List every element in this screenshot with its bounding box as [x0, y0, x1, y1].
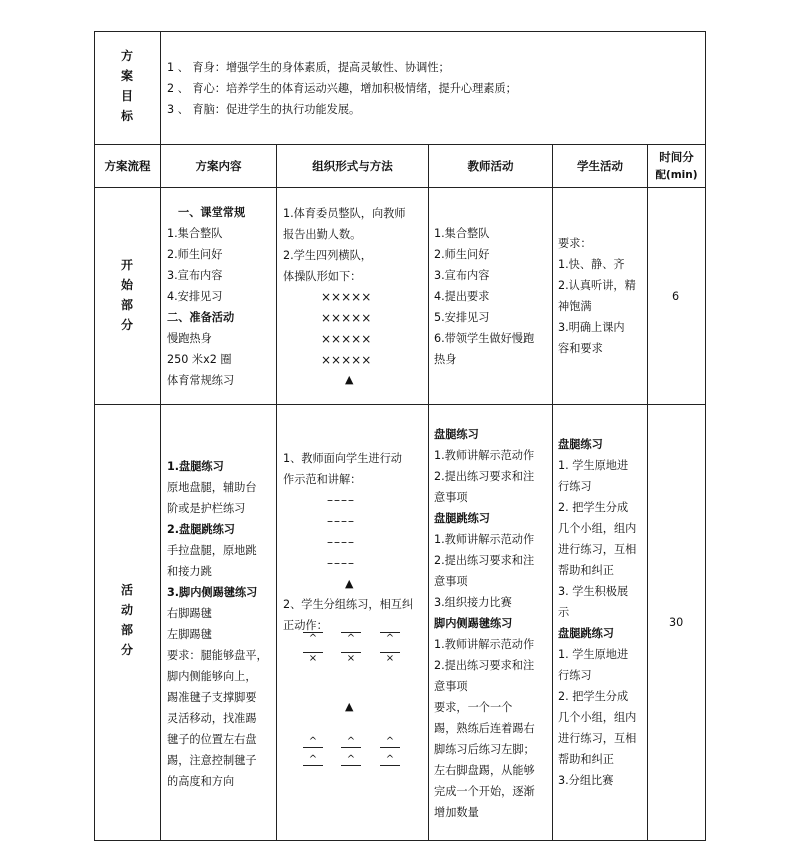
start-content-line: 1.集合整队: [167, 227, 223, 240]
col-divider-1: [160, 31, 161, 841]
start-org-line: 报告出勤人数。: [283, 228, 362, 241]
goal-line-3: 3 、 育脑：促进学生的执行功能发展。: [167, 103, 361, 116]
header-time-line: 时间分: [659, 150, 694, 164]
start-time: 6: [672, 290, 680, 303]
activity-teacher-line: 1.教师讲解示范动作: [434, 533, 535, 546]
activity-teacher-line: 盘腿跳练习: [434, 512, 490, 525]
activity-teacher-line: 增加数量: [434, 806, 479, 819]
start-student-line: 容和要求: [558, 342, 603, 355]
col-divider-2: [276, 144, 277, 841]
row-divider-start: [94, 404, 706, 405]
start-teacher-line: 6.带领学生做好慢跑: [434, 332, 535, 345]
goals-label-char: 目: [120, 89, 133, 103]
start-content-line: 3.宣布内容: [167, 269, 223, 282]
group-x: ×: [346, 653, 356, 664]
activity-student-line: 盘腿跳练习: [558, 627, 614, 640]
group-mark: ^: [308, 736, 318, 747]
start-student-line: 神饱满: [558, 300, 592, 313]
activity-org-line: 2、学生分组练习，相互纠: [283, 598, 414, 611]
group-formation: [339, 632, 363, 664]
group-x: ×: [308, 653, 318, 664]
col-divider-3: [428, 144, 429, 841]
start-label-char: 始: [120, 278, 133, 292]
header-student: 学生活动: [577, 159, 623, 173]
start-content-line: 一、课堂常规: [178, 206, 246, 219]
activity-teacher-line: 意事项: [434, 491, 468, 504]
activity-content-line: 要求：腿能够盘平，: [167, 649, 268, 662]
start-content-line: 250 米x2 圈: [167, 353, 232, 366]
activity-content-line: 3.脚内侧踢毽练习: [167, 586, 258, 599]
start-student-line: 3.明确上课内: [558, 321, 625, 334]
start-teacher-line: 2.师生问好: [434, 248, 490, 261]
activity-org-line: 正动作：: [283, 619, 328, 632]
group-formation: [378, 632, 402, 664]
start-content-line: 2.师生问好: [167, 248, 223, 261]
activity-student-line: 1. 学生原地进: [558, 648, 629, 661]
group-mark: ^: [308, 754, 318, 765]
activity-student-line: 1. 学生原地进: [558, 459, 629, 472]
col-divider-5: [647, 144, 648, 841]
activity-content-line: 踢，注意控制毽子: [167, 754, 257, 767]
teacher-position-icon: ▲: [345, 577, 354, 590]
activity-content-line: 2.盘腿跳练习: [167, 523, 235, 536]
activity-teacher-line: 脚练习后练习左脚；: [434, 743, 535, 756]
demo-row: ––––: [327, 535, 355, 549]
activity-label-char: 部: [120, 623, 133, 637]
header-flow: 方案流程: [104, 159, 151, 173]
header-teacher: 教师活动: [467, 159, 514, 173]
activity-content-line: 的高度和方向: [167, 775, 235, 788]
activity-student-line: 3. 学生积极展: [558, 585, 629, 598]
activity-label: [117, 580, 137, 660]
activity-content-line: 阶或是护栏练习: [167, 502, 246, 515]
group-formation: [378, 736, 402, 766]
activity-student-line: 行练习: [558, 669, 592, 682]
table-top-border: [94, 31, 706, 32]
start-label-char: 开: [120, 258, 133, 272]
header-time: [648, 148, 705, 184]
group-mark: ^: [385, 736, 395, 747]
row-divider-header: [94, 187, 706, 188]
group-mark: ^: [346, 754, 356, 765]
start-content-line: 二、准备活动: [167, 311, 235, 324]
group-formation: [339, 736, 363, 766]
start-student-line: 要求：: [558, 237, 592, 250]
activity-student-line: 帮助和纠正: [558, 564, 614, 577]
group-mark: ^: [308, 633, 318, 644]
activity-student-line: 几个小组，组内: [558, 522, 637, 535]
activity-student-line: 进行练习，互相: [558, 543, 637, 556]
start-org-line: 体操队形如下：: [283, 270, 362, 283]
start-student-line: 1.快、静、齐: [558, 258, 625, 271]
start-teacher-line: 1.集合整队: [434, 227, 490, 240]
start-student-line: 2.认真听讲，精: [558, 279, 636, 292]
formation-row: ×××××: [321, 290, 372, 304]
col-divider-4: [552, 144, 553, 841]
activity-label-char: 动: [120, 603, 133, 617]
activity-teacher-line: 脚内侧踢毽练习: [434, 617, 513, 630]
group-formation: [301, 736, 325, 766]
demo-row: ––––: [327, 556, 355, 570]
activity-content-line: 原地盘腿，辅助台: [167, 481, 257, 494]
start-teacher-line: 4.提出要求: [434, 290, 490, 303]
activity-content-line: 和接力跳: [167, 565, 212, 578]
activity-teacher-line: 踢，熟练后连着踢右: [434, 722, 535, 735]
activity-content-line: 手拉盘腿，原地跳: [167, 544, 257, 557]
table-bottom-border: [94, 840, 706, 841]
group-x: ×: [385, 653, 395, 664]
table-right-border: [705, 31, 706, 841]
activity-content-line: 左脚踢毽: [167, 628, 212, 641]
start-org-line: 2.学生四列横队，: [283, 249, 372, 262]
activity-teacher-line: 3.组织接力比赛: [434, 596, 512, 609]
activity-teacher-line: 2.提出练习要求和注: [434, 470, 535, 483]
activity-teacher-line: 要求，一个一个: [434, 701, 513, 714]
activity-teacher-line: 意事项: [434, 575, 468, 588]
teacher-position-icon: ▲: [345, 373, 354, 386]
row-divider-goals: [94, 144, 706, 145]
start-label-char: 分: [120, 318, 133, 332]
activity-content-line: 1.盘腿练习: [167, 460, 224, 473]
group-mark: ^: [385, 754, 395, 765]
activity-student-line: 进行练习，互相: [558, 732, 637, 745]
goals-label: [117, 46, 137, 126]
activity-label-char: 活: [120, 583, 133, 597]
group-mark: ^: [346, 736, 356, 747]
start-teacher-line: 热身: [434, 353, 457, 366]
goals-label-char: 标: [120, 109, 133, 123]
goal-line-1: 1 、 育身：增强学生的身体素质，提高灵敏性、协调性；: [167, 61, 450, 74]
demo-row: ––––: [327, 493, 355, 507]
activity-org-line: 1、教师面向学生进行动: [283, 452, 402, 465]
activity-student-line: 帮助和纠正: [558, 753, 614, 766]
start-org-line: 1.体育委员整队，向教师: [283, 207, 406, 220]
formation-row: ×××××: [321, 332, 372, 346]
activity-content-line: 灵活移动，找准踢: [167, 712, 257, 725]
goal-line-2: 2 、 育心：培养学生的体育运动兴趣，增加积极情绪，提升心理素质；: [167, 82, 517, 95]
activity-student-line: 3.分组比赛: [558, 774, 614, 787]
start-content-line: 体育常规练习: [167, 374, 235, 387]
activity-content-line: 毽子的位置左右盘: [167, 733, 257, 746]
activity-student-line: 行练习: [558, 480, 592, 493]
formation-row: ×××××: [321, 311, 372, 325]
header-org: 组织形式与方法: [312, 159, 393, 173]
demo-row: ––––: [327, 514, 355, 528]
start-label: [117, 255, 137, 335]
activity-teacher-line: 完成一个开始，逐渐: [434, 785, 535, 798]
activity-teacher-line: 2.提出练习要求和注: [434, 659, 535, 672]
activity-content-line: 脚内侧能够向上，: [167, 670, 257, 683]
header-time-line: 配(min): [655, 169, 698, 181]
header-content: 方案内容: [195, 159, 242, 173]
activity-student-line: 几个小组，组内: [558, 711, 637, 724]
start-content-line: 4.安排见习: [167, 290, 223, 303]
activity-teacher-line: 2.提出练习要求和注: [434, 554, 535, 567]
group-formation: [301, 632, 325, 664]
table-left-border: [94, 31, 95, 841]
teacher-position-icon: ▲: [345, 700, 354, 713]
group-mark: ^: [346, 633, 356, 644]
group-mark: ^: [385, 633, 395, 644]
start-content-line: 慢跑热身: [167, 332, 212, 345]
start-label-char: 部: [120, 298, 133, 312]
start-teacher-line: 5.安排见习: [434, 311, 490, 324]
activity-content-line: 右脚踢毽: [167, 607, 212, 620]
activity-student-line: 盘腿练习: [558, 438, 603, 451]
start-teacher-line: 3.宣布内容: [434, 269, 490, 282]
goals-label-char: 方: [120, 49, 133, 63]
activity-student-line: 2. 把学生分成: [558, 501, 629, 514]
activity-teacher-line: 1.教师讲解示范动作: [434, 638, 535, 651]
activity-content-line: 踢准毽子支撑脚要: [167, 691, 257, 704]
formation-row: ×××××: [321, 353, 372, 367]
activity-student-line: 2. 把学生分成: [558, 690, 629, 703]
activity-teacher-line: 盘腿练习: [434, 428, 479, 441]
activity-teacher-line: 意事项: [434, 680, 468, 693]
activity-label-char: 分: [120, 643, 133, 657]
activity-org-line: 作示范和讲解：: [283, 473, 362, 486]
activity-student-line: 示: [558, 606, 570, 619]
activity-teacher-line: 左右脚盘踢，从能够: [434, 764, 535, 777]
goals-label-char: 案: [120, 69, 133, 83]
activity-teacher-line: 1.教师讲解示范动作: [434, 449, 535, 462]
activity-time: 30: [669, 616, 684, 629]
